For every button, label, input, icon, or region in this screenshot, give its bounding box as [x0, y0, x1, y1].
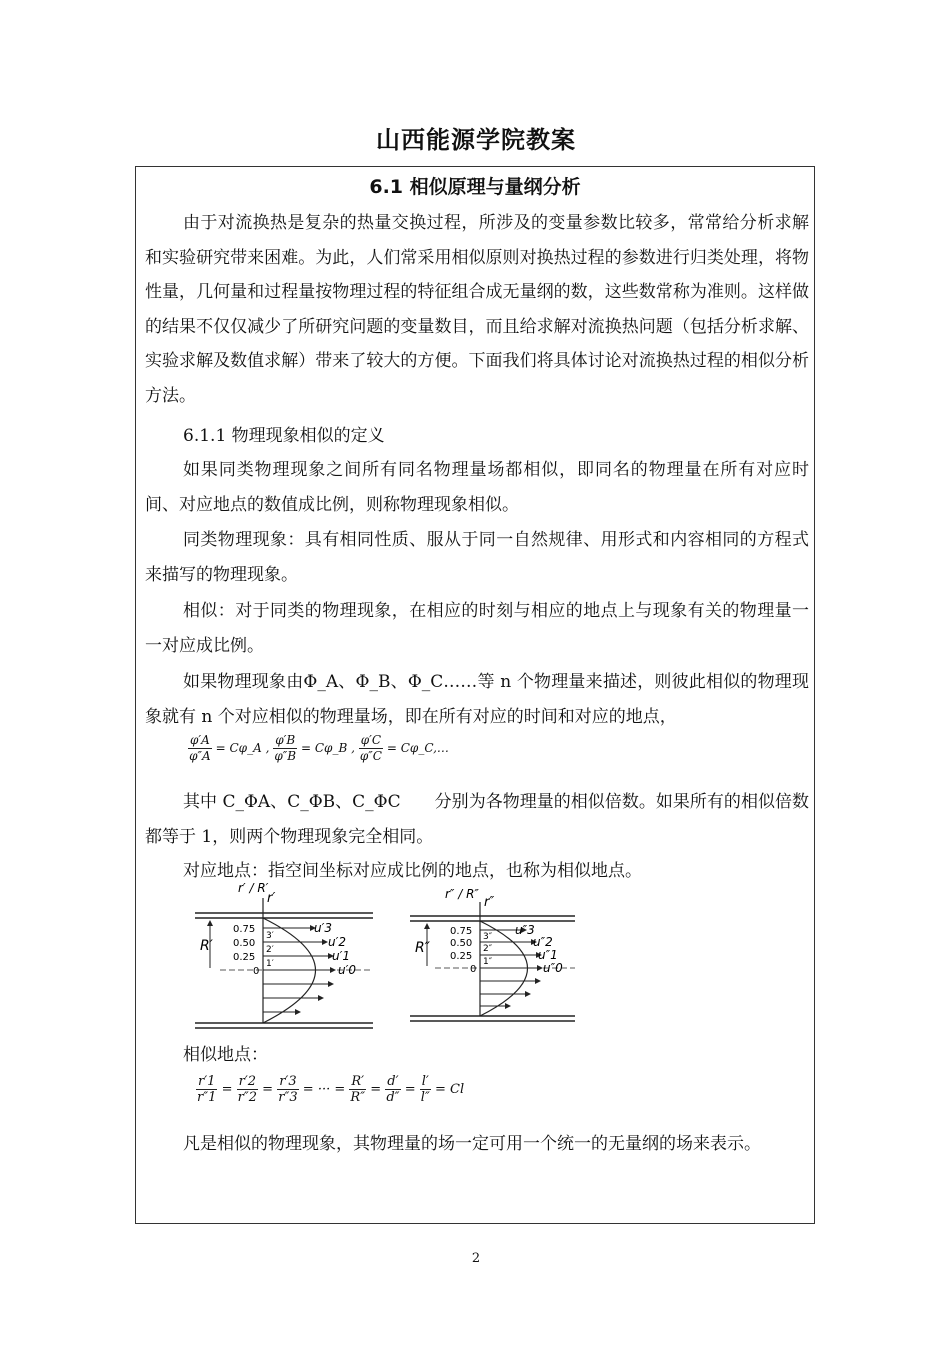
- radius-label: R″: [415, 940, 430, 956]
- point-label: 2″: [483, 944, 493, 954]
- formula-numerator: r′3: [279, 1074, 297, 1089]
- formula-numerator: l′: [421, 1074, 429, 1089]
- point-label: 2′: [266, 945, 274, 955]
- formula-numerator: R′: [351, 1074, 365, 1089]
- axis-label: r′: [267, 891, 276, 906]
- formula-numerator: r′2: [238, 1074, 257, 1089]
- conclusion-paragraph: 凡是相似的物理现象，其物理量的场一定可用一个统一的无量纲的场来表示。: [183, 1134, 761, 1154]
- formula-rhs: = Cφ_A: [215, 741, 262, 755]
- point-label: 1″: [483, 957, 493, 967]
- velocity-label: u″1: [538, 948, 558, 962]
- intro-paragraph: 由于对流换热是复杂的热量交换过程，所涉及的变量参数比较多，常常给分析求解和实验研究带来困难。为此，人们常采用相似原则对换热过程的参数进行归类处理，将物性量，几何量和过程量按物理过程的特征组合成无量纲的数，这些数常称为准则。这样做的结果不仅仅减少了所研究问题的变量数目，而且给求解对流换热问题（包括分析求解、实验求解及数值求解）带来了较大的方便。下面我们将具体讨论对流换热过程的相似分析方法。: [145, 213, 809, 406]
- velocity-label: u′2: [328, 935, 346, 949]
- point-label: 1′: [266, 959, 274, 969]
- formula-denominator: r″3: [278, 1090, 298, 1105]
- similarity-formula: $\frac{\varphi'A}{\varphi''A}$ = Cφ_A , $\frac{\varphi'B}{\varphi''B}$ = Cφ_B , $\frac{\varphi'C}{\varphi''C}$ = Cφ_C,…: [189, 733, 449, 763]
- velocity-profile-left: [190, 880, 380, 1035]
- velocity-label: u″0: [543, 961, 563, 975]
- formula-numerator: r′1: [198, 1074, 216, 1089]
- tick-label: 0.25: [450, 951, 473, 962]
- formula-denominator: φ″B: [274, 749, 297, 763]
- formula-denominator: φ″C: [359, 749, 382, 763]
- similar-points-formula: $\frac{r'1}{r''1}$ = $\frac{r'2}{r''2}$ = $\frac{r'3}{r''3}$ = ··· = $\frac{R'}{R''}$ = $\frac{d'}{d''}$ = $\frac{l'}{l''}$ = Cl: [197, 1074, 465, 1105]
- tick-label: 0.75: [450, 926, 473, 937]
- formula-denominator: l″: [420, 1090, 430, 1105]
- point-label: 3′: [266, 931, 274, 941]
- same-kind-paragraph: 同类物理现象：具有相同性质、服从于同一自然规律、用形式和内容相同的方程式来描写的物理现象。: [145, 530, 809, 585]
- similarity-paragraph: 相似：对于同类的物理现象，在相应的时刻与相应的地点上与现象有关的物理量一一对应成比例。: [145, 601, 809, 656]
- formula-numerator: φ′A: [190, 733, 210, 747]
- ratio-paragraph: 其中 C_ΦA、C_ΦB、C_ΦC 分别为各物理量的相似倍数。如果所有的相似倍数都等于 1，则两个物理现象完全相同。: [145, 792, 809, 847]
- formula-denominator: r″2: [237, 1090, 257, 1105]
- formula-denominator: d″: [386, 1090, 400, 1105]
- similar-points-label: 相似地点：: [183, 1045, 268, 1065]
- velocity-label: u″3: [515, 923, 535, 937]
- formula-denominator: φ″A: [189, 749, 211, 763]
- corresponding-point-line: 对应地点：指空间坐标对应成比例的地点，也称为相似地点。: [183, 861, 642, 881]
- page-number: 2: [471, 1251, 481, 1266]
- axis-label: r″: [484, 895, 495, 910]
- axis-fraction: r″ / R″: [445, 888, 479, 901]
- formula-denominator: r″1: [197, 1090, 217, 1105]
- velocity-label: u′1: [332, 949, 350, 963]
- section-title: 6.1 相似原理与量纲分析: [369, 176, 581, 198]
- point-label: 3″: [483, 932, 493, 942]
- formula-rhs: = Cφ_C: [386, 741, 434, 755]
- tick-label: 0.50: [233, 938, 256, 949]
- velocity-profile-right: [405, 888, 580, 1028]
- tick-label: 0: [253, 966, 260, 977]
- page-title: 山西能源学院教案: [376, 126, 576, 154]
- quantities-paragraph: 如果物理现象由Φ_A、Φ_B、Φ_C……等 n 个物理量来描述，则彼此相似的物理现象就有 n 个对应相似的物理量场，即在所有对应的时间和对应的地点，: [145, 672, 809, 727]
- formula-denominator: R″: [350, 1090, 366, 1105]
- definition-paragraph: 如果同类物理现象之间所有同名物理量场都相似，即同名的物理量在所有对应时间、对应地点的数值成比例，则称物理现象相似。: [145, 460, 809, 515]
- tick-label: 0.25: [233, 952, 256, 963]
- velocity-label: u″2: [533, 935, 553, 949]
- velocity-label: u′0: [338, 963, 356, 977]
- formula-numerator: φ′C: [360, 733, 382, 747]
- subsection-heading: 6.1.1 物理现象相似的定义: [183, 426, 385, 446]
- radius-label: R′: [200, 938, 213, 954]
- formula-rhs: Cl: [450, 1082, 465, 1097]
- tick-label: 0.50: [450, 938, 473, 949]
- tick-label: 0.75: [233, 924, 256, 935]
- formula-numerator: d′: [387, 1074, 399, 1089]
- velocity-label: u′3: [314, 921, 332, 935]
- formula-tail: ,…: [433, 741, 449, 755]
- axis-fraction: r′ / R′: [238, 881, 269, 895]
- tick-label: 0: [470, 964, 477, 975]
- formula-rhs: = Cφ_B: [300, 741, 348, 755]
- formula-numerator: φ′B: [275, 733, 296, 747]
